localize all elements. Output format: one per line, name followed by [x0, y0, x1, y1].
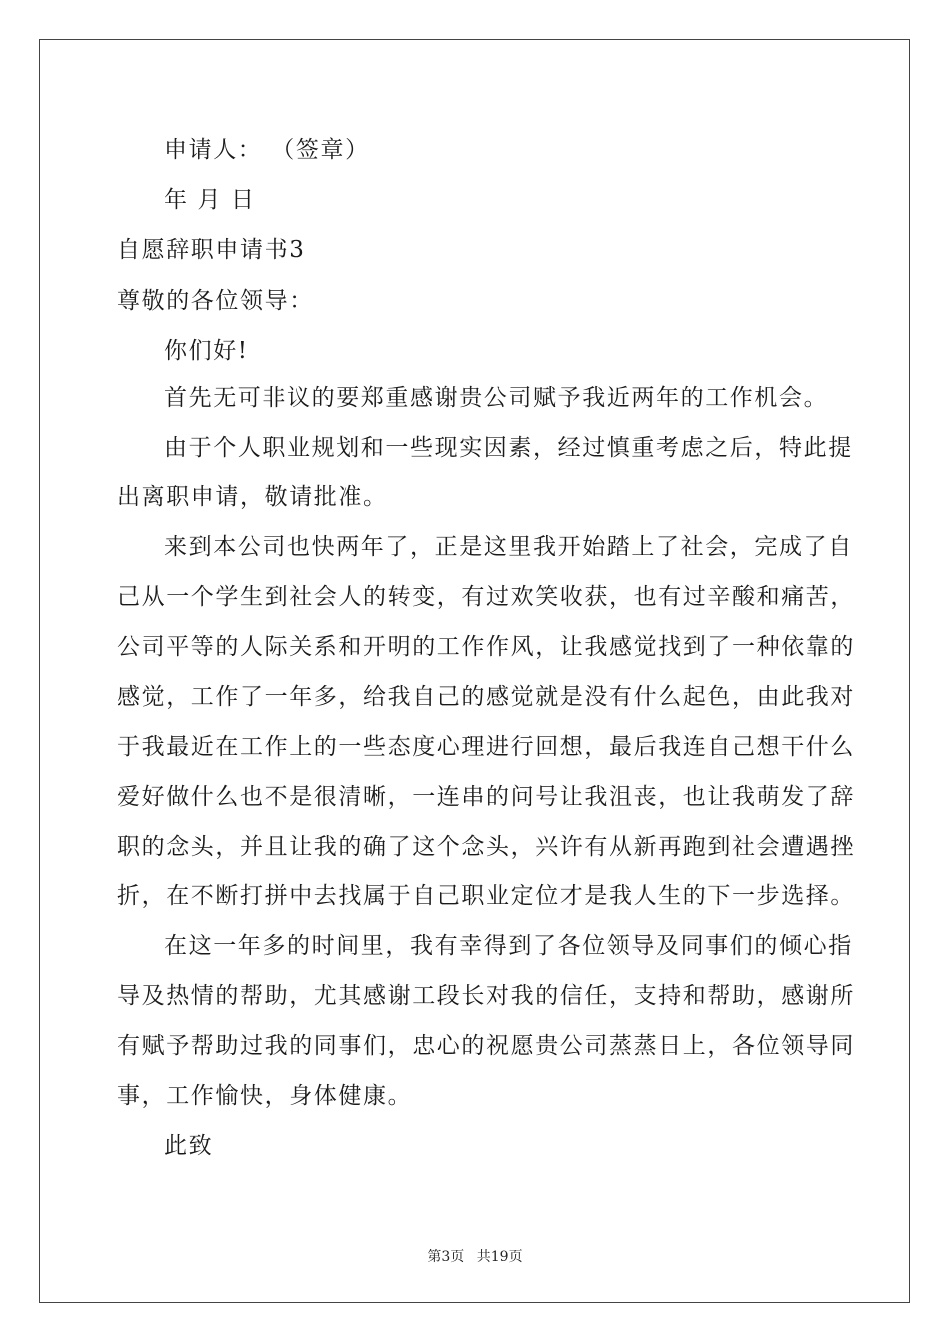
applicant-line: 申请人： （签章）: [164, 137, 370, 163]
section-title: 自愿辞职申请书3: [117, 237, 306, 263]
page-footer: [0, 1246, 950, 1266]
paragraph-line: 爱好做什么也不是很清晰，一连串的问号让我沮丧，也让我萌发了辞: [117, 784, 855, 810]
paragraph-line: 于我最近在工作上的一些态度心理进行回想，最后我连自己想干什么: [117, 734, 855, 760]
paragraph-line: 由于个人职业规划和一些现实因素，经过慎重考虑之后，特此提: [164, 435, 853, 461]
closing-line: 此致: [164, 1133, 214, 1159]
paragraph-line: 公司平等的人际关系和开明的工作作风，让我感觉找到了一种依靠的: [117, 634, 855, 660]
paragraph-line: 折，在不断打拼中去找属于自己职业定位才是我人生的下一步选择。: [117, 883, 855, 909]
greeting: 你们好!: [164, 338, 249, 364]
page-total: 共19页: [476, 1249, 523, 1265]
page-number: 第3页: [427, 1249, 465, 1265]
salutation: 尊敬的各位领导：: [117, 288, 314, 314]
paragraph-line: 事，工作愉快，身体健康。: [117, 1083, 413, 1109]
paragraph-line: 首先无可非议的要郑重感谢贵公司赋予我近两年的工作机会。: [164, 385, 829, 411]
paragraph-line: 在这一年多的时间里，我有幸得到了各位领导及同事们的倾心指: [164, 933, 853, 959]
paragraph-line: 有赋予帮助过我的同事们，忠心的祝愿贵公司蒸蒸日上，各位领导同: [117, 1033, 855, 1059]
page-frame: [39, 39, 910, 1303]
date-line: 年 月 日: [164, 187, 256, 213]
paragraph-line: 感觉，工作了一年多，给我自己的感觉就是没有什么起色，由此我对: [117, 684, 855, 710]
paragraph-line: 职的念头，并且让我的确了这个念头，兴许有从新再跑到社会遭遇挫: [117, 834, 855, 860]
paragraph-line: 导及热情的帮助，尤其感谢工段长对我的信任，支持和帮助，感谢所: [117, 983, 855, 1009]
paragraph-line: 己从一个学生到社会人的转变，有过欢笑收获，也有过辛酸和痛苦，: [117, 584, 855, 610]
paragraph-line: 来到本公司也快两年了，正是这里我开始踏上了社会，完成了自: [164, 534, 853, 560]
paragraph-line: 出离职申请，敬请批准。: [117, 484, 388, 510]
